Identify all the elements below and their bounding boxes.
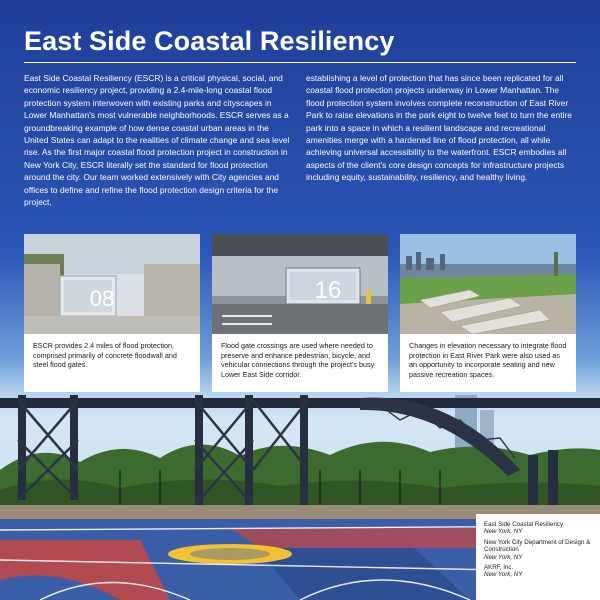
credit-location: New York, NY bbox=[484, 571, 523, 579]
floodwall-photo bbox=[24, 234, 200, 334]
credit-name: AKRF, Inc. bbox=[484, 564, 514, 572]
photo-card-flood-gate bbox=[212, 234, 388, 392]
intro-column-2: establishing a level of protection that has since been replicated for all coastal flood protection projects underway in Lower Manhattan. The flood protection system involves complete reconstruction of East River Park to raise elevations in the park eight to twelve feet to turn the entire park into a space in which a resilient landscape and recreational amenities merge with a hardened line of flood protection, all while achieving universal accessibility to the waterfront. ESCR embodies all aspects of the client's core design concepts for infrastructure projects including equity, sustainability, resiliency, and healthy living. bbox=[306, 73, 572, 183]
page-title: East Side Coastal Resiliency bbox=[24, 26, 395, 56]
credit-name: New York City Department of Design & Construction bbox=[484, 538, 591, 554]
card-caption: Flood gate crossings are used where needed to preserve and enhance pedestrian, bicycle, and vehicular connections through the project's busy Lower East Side corridor. bbox=[212, 334, 388, 392]
credit-location: New York, NY bbox=[484, 553, 523, 561]
photo-card-floodwall bbox=[24, 234, 200, 392]
photo-card-park-seating bbox=[400, 234, 576, 392]
credit-location: New York, NY bbox=[484, 528, 523, 536]
intro-column-1: East Side Coastal Resiliency (ESCR) is a critical physical, social, and economic resiliency project, providing a 2.4-mile-long coastal flood protection system interwoven with existing parks and cityscapes in Lower Manhattan's most vulnerable neighborhoods. ESCR serves as a groundbreaking example of how dense coastal urban areas in the United States can adapt to the realities of climate change and sea level rise. As the first major coastal flood protection project in construction in New York City, ESCR literally set the standard for flood protection around the city. Our team worked extensively with City agencies and offices to define and refine the flood protection design criteria for the project, bbox=[24, 73, 290, 208]
flood-gate-photo bbox=[212, 234, 388, 334]
park-seating-photo bbox=[400, 234, 576, 334]
title-divider bbox=[24, 62, 576, 63]
card-caption: ESCR provides 2.4 miles of flood protection, comprised primarily of concrete floodwall and steel flood gates. bbox=[24, 334, 200, 392]
gate-number-16: 16 bbox=[314, 277, 342, 304]
card-caption: Changes in elevation necessary to integrate flood protection in East River Park were also used as an opportunity to incorporate seating and new passive recreation spaces. bbox=[400, 334, 576, 392]
credit-entry bbox=[484, 521, 592, 536]
credit-entry bbox=[484, 539, 592, 561]
credit-entry bbox=[484, 564, 592, 579]
credit-name: East Side Coastal Resiliency bbox=[484, 521, 564, 528]
project-credits bbox=[476, 514, 600, 600]
gate-number-08: 08 bbox=[89, 286, 115, 311]
